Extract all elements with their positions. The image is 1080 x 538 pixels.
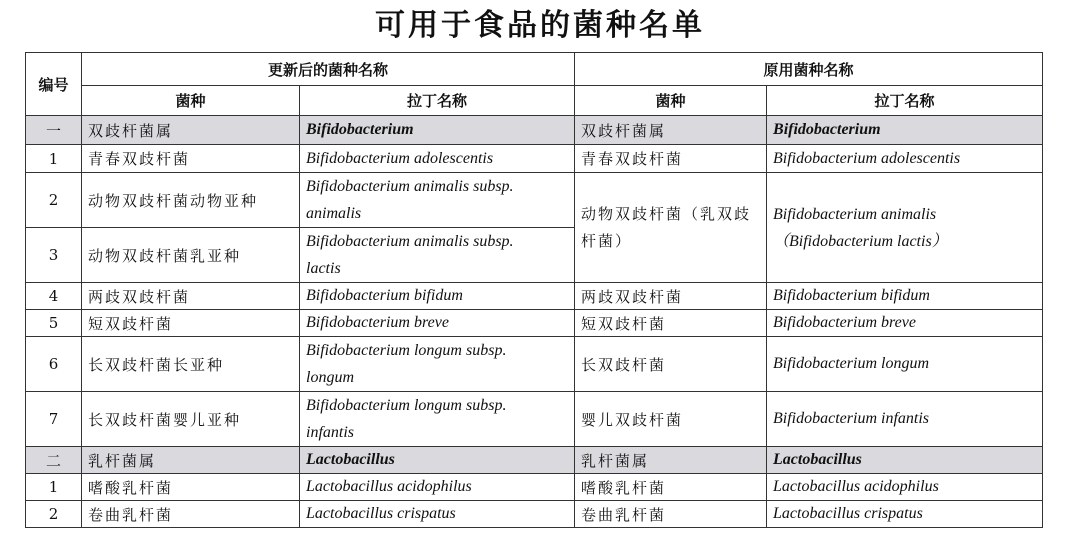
orig-species-latin: Bifidobacterium adolescentis [767,145,1043,173]
species-cn: 两歧双歧杆菌 [82,283,300,310]
species-cn: 动物双歧杆菌乳亚种 [82,228,300,283]
table-row [26,474,1043,501]
species-header: 菌种 [82,86,300,116]
updated-name-header: 更新后的菌种名称 [82,53,575,86]
species-cn: 长双歧杆菌婴儿亚种 [82,392,300,447]
species-latin-line1: Bifidobacterium longum subsp. [306,397,507,414]
table-row [26,310,1043,337]
species-cn: 乳杆菌属 [82,447,300,474]
orig-species-cn: 卷曲乳杆菌 [575,501,767,528]
species-cn: 短双歧杆菌 [82,310,300,337]
row-number: 1 [26,145,82,173]
species-latin: Lactobacillus acidophilus [300,474,575,501]
species-latin [300,392,575,447]
table-row [26,173,1043,228]
orig-species-latin: Lactobacillus acidophilus [767,474,1043,501]
genus-row [26,447,1043,474]
orig-species-latin: Bifidobacterium breve [767,310,1043,337]
species-cn: 青春双歧杆菌 [82,145,300,173]
header-row-sub [26,86,1043,116]
row-number: 7 [26,392,82,447]
species-latin [300,228,575,283]
species-latin: Bifidobacterium breve [300,310,575,337]
row-number: 1 [26,474,82,501]
genus-row [26,116,1043,145]
orig-species-cn: 动物双歧杆菌（乳双歧杆菌） [575,173,767,283]
species-cn: 动物双歧杆菌动物亚种 [82,173,300,228]
species-cn: 长双歧杆菌长亚种 [82,337,300,392]
orig-species-latin: Lactobacillus [767,447,1043,474]
original-name-header: 原用菌种名称 [575,53,1043,86]
species-latin-line2: lactis [306,260,341,277]
row-number: 2 [26,173,82,228]
species-latin-line2: animalis [306,205,362,222]
species-latin: Bifidobacterium bifidum [300,283,575,310]
row-number: 4 [26,283,82,310]
species-latin: Lactobacillus [300,447,575,474]
orig-latin-line1: Bifidobacterium animalis [773,205,937,223]
orig-species-latin: Bifidobacterium [767,116,1043,145]
species-cn: 嗜酸乳杆菌 [82,474,300,501]
species-cn: 双歧杆菌属 [82,116,300,145]
orig-species-cn: 乳杆菌属 [575,447,767,474]
species-cn: 卷曲乳杆菌 [82,501,300,528]
row-number: 6 [26,337,82,392]
species-latin [300,337,575,392]
table-row [26,337,1043,392]
col-num-header: 编号 [26,53,82,116]
orig-species-latin: Lactobacillus crispatus [767,501,1043,528]
row-number: 3 [26,228,82,283]
page-title: 可用于食品的菌种名单 [375,8,705,43]
orig-species-latin: Bifidobacterium longum [767,337,1043,392]
table-row [26,392,1043,447]
orig-latin-header: 拉丁名称 [767,86,1043,116]
species-latin [300,173,575,228]
orig-species-cn: 青春双歧杆菌 [575,145,767,173]
species-latin-line1: Bifidobacterium animalis subsp. [306,178,514,195]
header-row-group [26,53,1043,86]
table-row [26,501,1043,528]
table-row [26,283,1043,310]
orig-species-cn: 嗜酸乳杆菌 [575,474,767,501]
latin-header: 拉丁名称 [300,86,575,116]
species-latin: Lactobacillus crispatus [300,501,575,528]
species-latin-line2: longum [306,369,354,386]
orig-species-cn: 长双歧杆菌 [575,337,767,392]
orig-species-latin: Bifidobacterium infantis [767,392,1043,447]
orig-species-header: 菌种 [575,86,767,116]
row-number: 一 [26,116,82,145]
species-latin: Bifidobacterium [300,116,575,145]
species-latin-line1: Bifidobacterium animalis subsp. [306,233,514,250]
orig-species-cn: 两歧双歧杆菌 [575,283,767,310]
row-number: 2 [26,501,82,528]
row-number: 二 [26,447,82,474]
row-number: 5 [26,310,82,337]
orig-latin-line2: （Bifidobacterium lactis） [773,232,948,250]
orig-species-cn: 婴儿双歧杆菌 [575,392,767,447]
orig-species-cn: 双歧杆菌属 [575,116,767,145]
strain-table [25,52,1043,528]
species-latin-line1: Bifidobacterium longum subsp. [306,342,507,359]
species-latin: Bifidobacterium adolescentis [300,145,575,173]
orig-species-latin [767,173,1043,283]
table-row [26,145,1043,173]
orig-species-cn: 短双歧杆菌 [575,310,767,337]
species-latin-line2: infantis [306,424,355,441]
orig-species-latin: Bifidobacterium bifidum [767,283,1043,310]
